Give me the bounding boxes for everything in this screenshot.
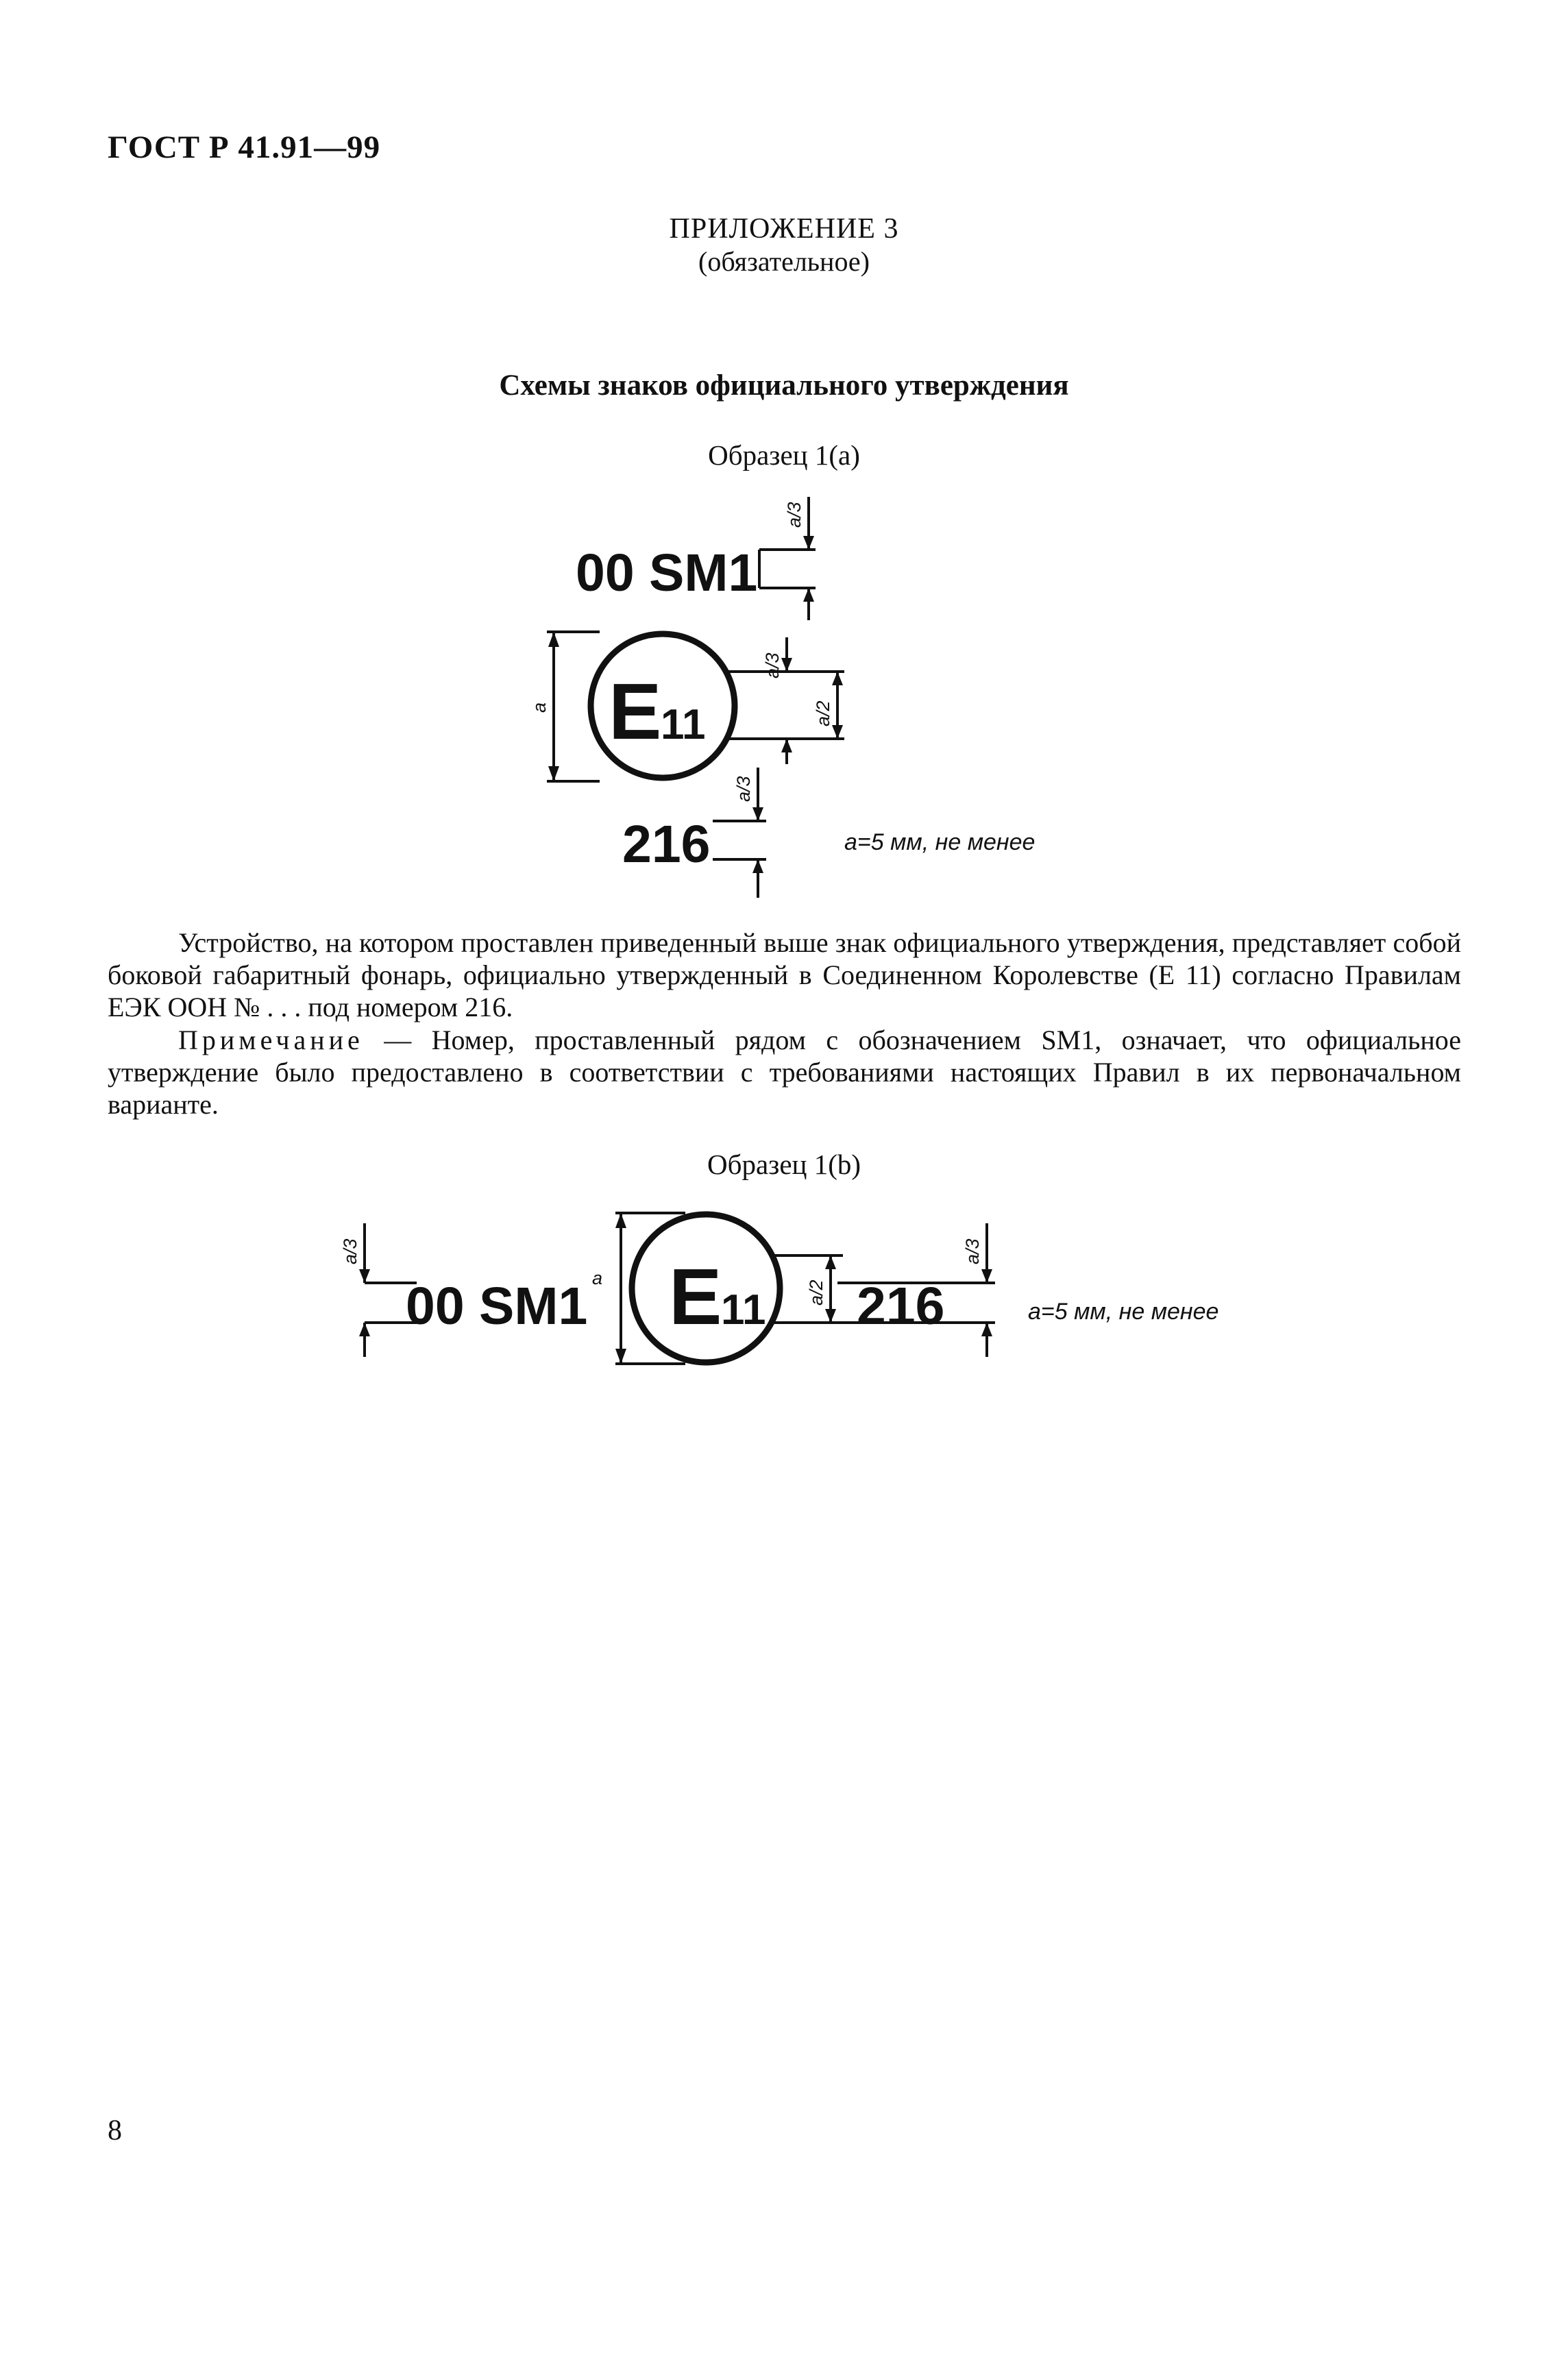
note-label: Примечание [178, 1025, 364, 1055]
sample-a-left-arrow-up [548, 632, 559, 647]
sample-a-a2-arrow-up [832, 672, 843, 685]
note-dash: — [363, 1025, 432, 1055]
sample-a-216-arrow-down [752, 807, 763, 821]
sample-a-country-number: 11 [661, 701, 706, 748]
sample-b-dim-label-a2: a/2 [806, 1279, 826, 1306]
sample-a-a2-arrow-down [832, 725, 843, 739]
sample-b-dim-label-a3-left: a/3 [340, 1238, 360, 1264]
section-title: Схемы знаков официального утверждения [499, 369, 1069, 402]
sample-a-arrow-down [803, 536, 814, 550]
sample-b-left-text: 00 SM1 [406, 1277, 588, 1336]
sample-b-right-arrow-up [981, 1323, 992, 1336]
sample-b-approval-number: 216 [857, 1277, 945, 1336]
sample-b-a2-arrow-up [825, 1255, 836, 1269]
sample-b-caption: Образец 1(b) [707, 1149, 861, 1180]
paragraph-device-description: Устройство, на котором проставлен приведенный выше знак официального утверждения, представляет собой боковой габаритный фонарь, официально утвержденный в Соединенном Королевстве (E 11) согласно Правилам ЕЭК ООН № . . . под номером 216. [108, 927, 1461, 1022]
sample-a-figure [0, 473, 1568, 911]
sample-a-min-size-note: a=5 мм, не менее [844, 829, 1036, 855]
note-paragraph [108, 1024, 1461, 1120]
sample-a-dim-label-a3-mid: a/3 [762, 652, 783, 678]
sample-b-min-size-note: a=5 мм, не менее [1028, 1299, 1219, 1325]
sample-b-left-arrow-up [359, 1323, 370, 1336]
sample-b-a-arrow-up [615, 1213, 626, 1228]
sample-b-dim-label-a-superscript: a [592, 1268, 603, 1288]
sample-b-a2-arrow-down [825, 1309, 836, 1323]
sample-a-right-a3-arrow-down [781, 658, 792, 672]
sample-a-left-arrow-down [548, 766, 559, 781]
sample-a-dim-label-a2: a/2 [813, 700, 833, 726]
sample-a-dim-label-a: a [529, 702, 550, 713]
sample-b-dim-label-a3-right: a/3 [962, 1238, 983, 1264]
sample-a-top-text: 00 SM1 [576, 543, 758, 602]
sample-a-dim-label-a3-top: a/3 [784, 502, 805, 528]
document-code-header: ГОСТ Р 41.91—99 [108, 130, 381, 165]
sample-b-country-letter: E [669, 1252, 722, 1341]
note-text: Номер, проставленный рядом с обозначением SM1, означает, что официальное утверждение было предоставлено в соответствии с требованиями настоящих Правил в их первоначальном варианте. [108, 1025, 1462, 1120]
sample-a-caption: Образец 1(а) [708, 439, 860, 471]
sample-b-figure [0, 1192, 1568, 1384]
sample-a-approval-number: 216 [622, 815, 711, 874]
sample-b-right-arrow-down [981, 1269, 992, 1283]
sample-a-dim-label-a3-bottom: a/3 [733, 776, 754, 802]
page-number: 8 [108, 2115, 122, 2146]
sample-a-216-arrow-up [752, 859, 763, 873]
sample-b-a-arrow-down [615, 1349, 626, 1364]
sample-b-left-arrow-down [359, 1269, 370, 1283]
appendix-title: ПРИЛОЖЕНИЕ 3 [669, 213, 899, 245]
sample-a-arrow-up [803, 588, 814, 602]
sample-b-country-number: 11 [721, 1286, 766, 1334]
appendix-subtitle: (обязательное) [698, 246, 870, 277]
sample-a-country-letter: E [609, 667, 662, 756]
sample-a-right-a3-arrow-up [781, 739, 792, 752]
